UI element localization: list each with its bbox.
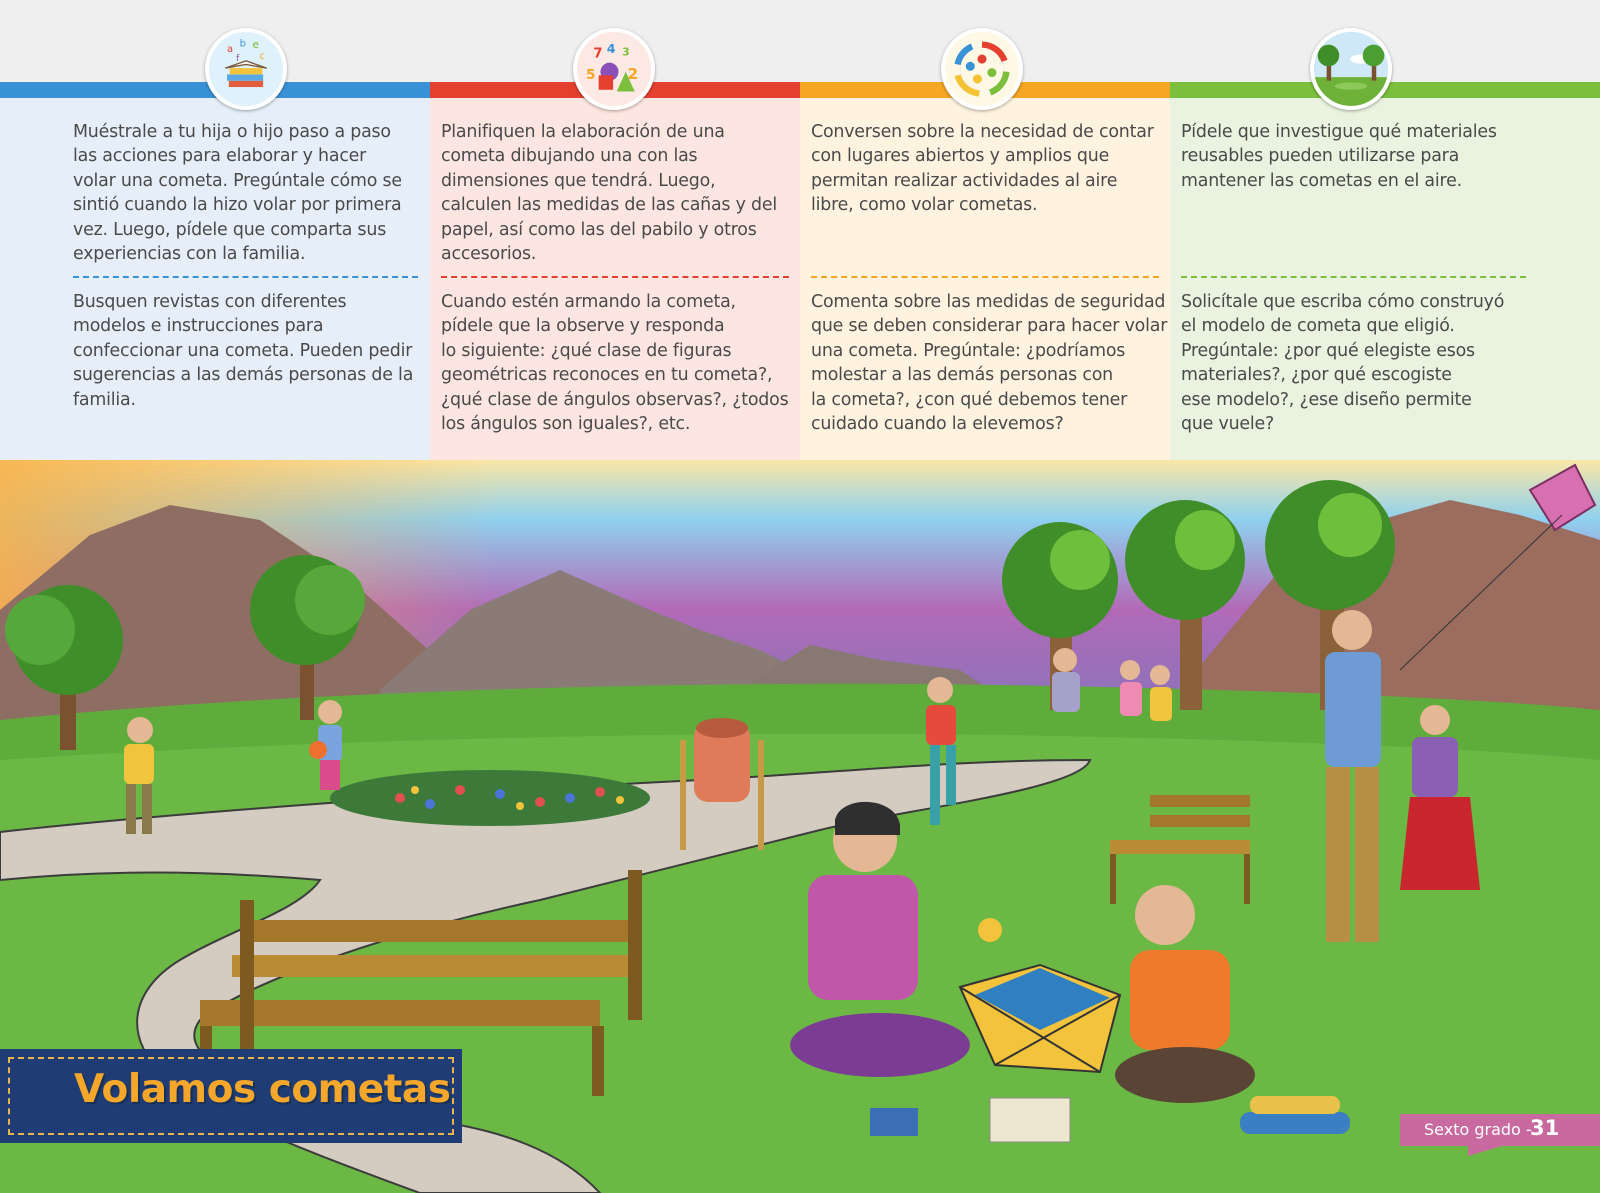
svg-text:b: b	[239, 38, 246, 50]
activity-column-4	[1170, 82, 1600, 460]
column-2-divider	[441, 276, 789, 278]
activity-column-2	[430, 82, 800, 460]
svg-text:7: 7	[593, 45, 603, 62]
footer-flag	[1468, 1146, 1502, 1156]
grade-label: Sexto grado -	[1424, 1120, 1532, 1139]
nature-landscape-icon	[1310, 28, 1392, 110]
column-1-divider	[73, 276, 418, 278]
column-3-text-top: Conversen sobre la necesidad de contar con lugares abiertos y amplios que permitan realizar actividades al aire libre, como volar cometas.	[811, 122, 1154, 216]
column-1-text-top: Muéstrale a tu hija o hijo paso a paso las acciones para elaborar y hacer volar una cometa. Pregúntale cómo se sintió cuando la hizo volar por primera vez. Luego, pídele que comparta sus experiencias con la familia.	[73, 122, 402, 265]
column-2-text-bottom: Cuando estén armando la cometa, pídele que la observe y responda lo siguiente: ¿qué clase de figuras geométricas reconoces en tu cometa?, ¿qué clase de ángulos observas?, ¿todos los ángulos son iguales?, etc.	[441, 292, 789, 435]
column-1-text-bottom: Busquen revistas con diferentes modelos e instrucciones para confeccionar una cometa. Pueden pedir sugerencias a las demás personas de la familia.	[73, 292, 414, 410]
column-4-divider	[1181, 276, 1526, 278]
flower-bed	[330, 770, 650, 826]
svg-text:2: 2	[627, 64, 639, 83]
numbers-shapes-icon	[573, 28, 655, 110]
svg-text:f: f	[236, 53, 240, 64]
svg-text:c: c	[259, 51, 265, 63]
column-4-text-bottom: Solicítale que escriba cómo construyó el modelo de cometa que eligió. Pregúntale: ¿por qué elegiste esos materiales?, ¿por qué escogiste ese modelo?, ¿ese diseño permite que vuele?	[1181, 292, 1505, 435]
people-circle-icon	[941, 28, 1023, 110]
page-title: Volamos cometas	[74, 1067, 451, 1112]
activity-column-1	[0, 82, 430, 460]
svg-text:3: 3	[622, 45, 630, 59]
svg-text:a: a	[227, 43, 234, 55]
column-2-text-top: Planifiquen la elaboración de una cometa dibujando una con las dimensiones que tendrá. Luego, calculen las medidas de las cañas y del papel, así como las del pabilo y otros accesorios.	[441, 122, 778, 265]
column-3-text-bottom: Comenta sobre las medidas de seguridad que se deben considerar para hacer volar una cometa. Pregúntale: ¿podríamos molestar a las demás personas con la cometa?, ¿con qué debemos tener cuidado cuando la elevemos?	[811, 292, 1168, 435]
column-3-divider	[811, 276, 1159, 278]
svg-text:4: 4	[606, 40, 616, 56]
title-plate	[0, 1049, 462, 1143]
books-alphabet-icon	[205, 28, 287, 110]
activity-column-3	[800, 82, 1170, 460]
svg-text:5: 5	[586, 66, 596, 83]
column-4-text-top: Pídele que investigue qué materiales reusables pueden utilizarse para mantener las cometas en el aire.	[1181, 122, 1497, 191]
page-number: 31	[1530, 1116, 1560, 1140]
svg-text:e: e	[252, 38, 259, 52]
page-footer-tag	[1400, 1114, 1600, 1146]
